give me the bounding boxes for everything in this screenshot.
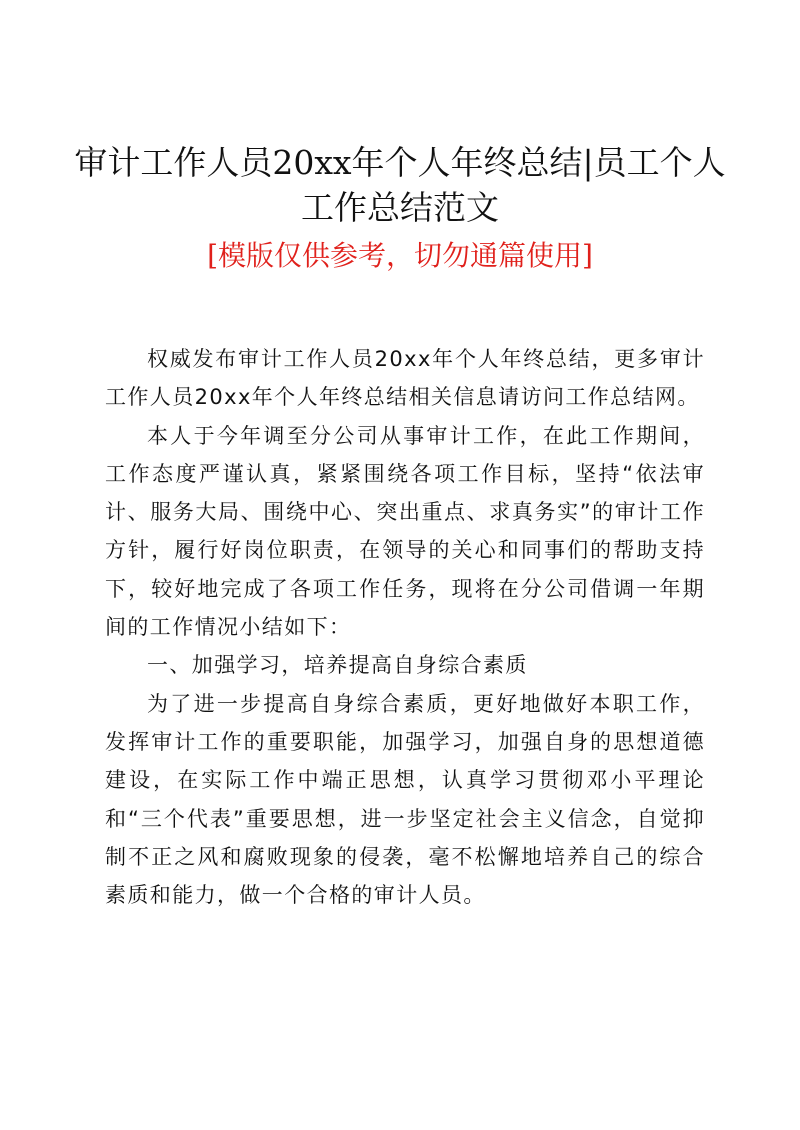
- paragraph-study: 为了进一步提高自身综合素质，更好地做好本职工作，发挥审计工作的重要职能，加强学习，加强自身的思想道德建设，在实际工作中端正思想，认真学习贯彻邓小平理论和“三个代表”重要思想，进一步坚定社会主义信念，自觉抑制不正之风和腐败现象的侵袭，毫不松懈地培养自己的综合素质和能力，做一个合格的审计人员。: [105, 691, 705, 908]
- paragraph-work-summary: 本人于今年调至分公司从事审计工作，在此工作期间，工作态度严谨认真，紧紧围绕各项工作目标，坚持“依法审计、服务大局、围绕中心、突出重点、求真务实”的审计工作方针，履行好岗位职责，在领导的关心和同事们的帮助支持下，较好地完成了各项工作任务，现将在分公司借调一年期间的工作情况小结如下：: [105, 423, 705, 640]
- paragraph-intro: 权威发布审计工作人员20xx年个人年终总结，更多审计工作人员20xx年个人年终总结相关信息请访问工作总结网。: [105, 347, 705, 410]
- document-title: 审计工作人员20xx年个人年终总结|员工个人工作总结范文: [74, 143, 726, 227]
- section-heading-study: 一、加强学习，培养提高自身综合素质: [147, 653, 528, 678]
- template-notice: [模版仅供参考，切勿通篇使用]: [207, 239, 593, 272]
- document-body: [105, 340, 705, 914]
